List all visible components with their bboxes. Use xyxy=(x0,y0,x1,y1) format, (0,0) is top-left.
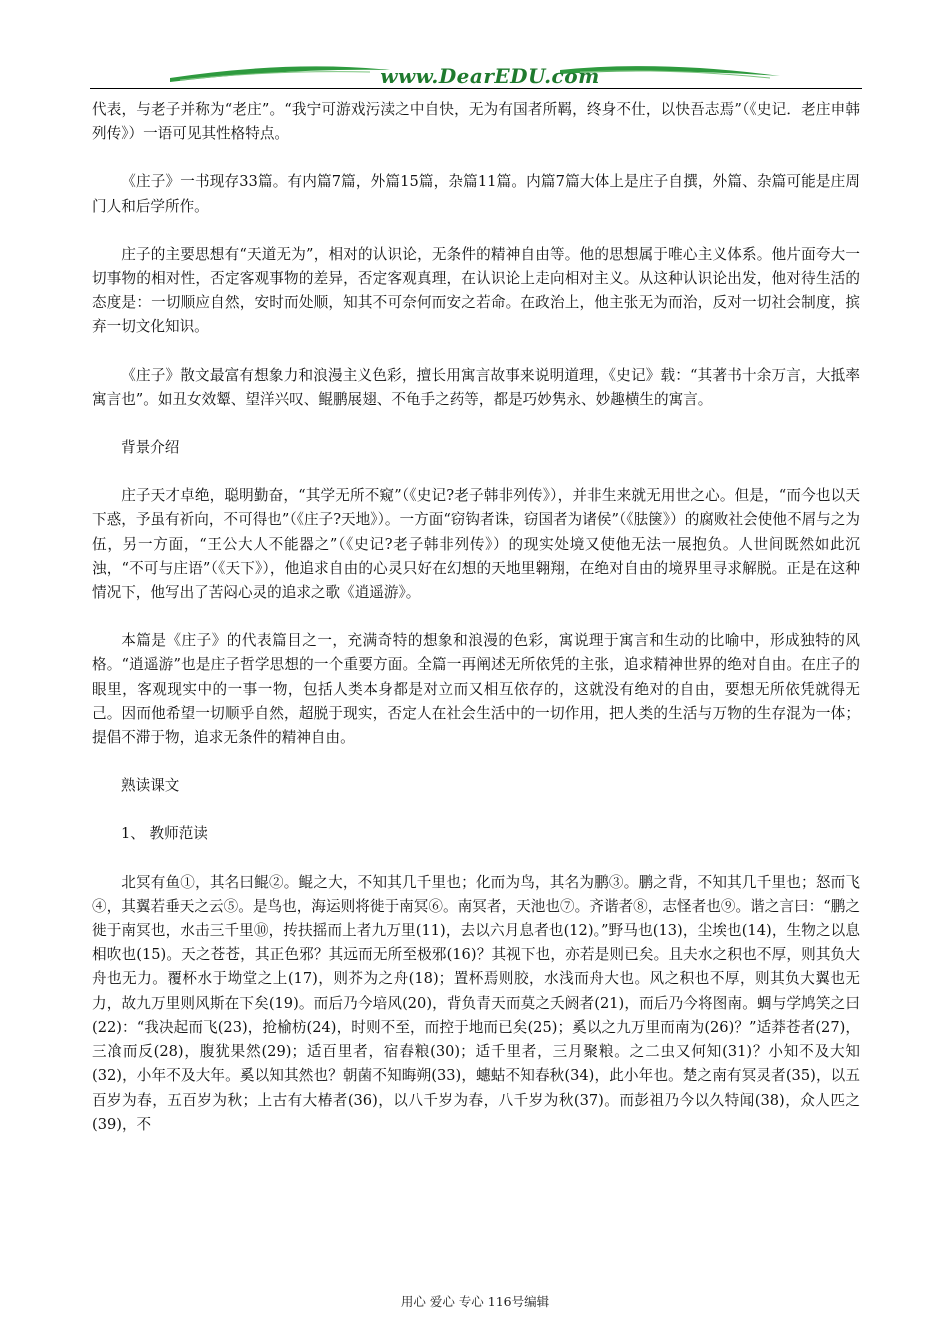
page-footer: 用心 爱心 专心 116号编辑 xyxy=(400,1294,550,1309)
paragraph-book-structure: 《庄子》一书现存33篇。有内篇7篇，外篇15篇，杂篇11篇。内篇7篇大体上是庄子自撰，外篇、杂篇可能是庄周门人和后学所作。 xyxy=(92,173,860,215)
paragraph-background: 庄子天才卓绝，聪明勤奋，“其学无所不窥”（《史记?老子韩非列传》），并非生来就无用世之心。但是，“而今也以天下惑，予虽有祈向，不可得也”（《庄子?天地》）。一方面“窃钩者诛，窃国者为诸侯”（《胠箧》）的腐败社会使他不屑与之为伍，另一方面，“王公大人不能器之”（《史记?老子韩非列传》）的现实处境又使他无法一展抱负。人世间既然如此沉浊，“不可与庄语”（《天下》），他追求自由的心灵只好在幻想的天地里翱翔，在绝对自由的境界里寻求解脱。正是在这种情况下，他写出了苦闷心灵的追求之歌《逍遥游》。 xyxy=(92,487,860,602)
paragraph-zhuangzi-intro: 代表，与老子并称为“老庄”。“我宁可游戏污渎之中自快，无为有国者所羁，终身不仕，以快吾志焉”（《史记．老庄申韩列传》）一语可见其性格特点。 xyxy=(92,101,860,143)
header-divider xyxy=(90,88,862,89)
paragraph-main-thought: 庄子的主要思想有“天道无为”，相对的认识论，无条件的精神自由等。他的思想属于唯心主义体系。他片面夸大一切事物的相对性，否定客观事物的差异，否定客观真理，在认识论上走向相对主义。从这种认识论出发，他对待生活的态度是：一切顺应自然，安时而处顺，知其不可奈何而安之若命。在政治上，他主张无为而治，反对一切社会制度，摈弃一切文化知识。 xyxy=(92,245,860,336)
paragraph-xiaoyaoyou-text: 北冥有鱼①，其名曰鲲②。鲲之大，不知其几千里也；化而为鸟，其名为鹏③。鹏之背，不知其几千里也；怒而飞④，其翼若垂天之云⑤。是鸟也，海运则将徙于南冥⑥。南冥者，天池也⑦。齐谐者⑧，志怪者也⑨。谐之言曰：“鹏之徙于南冥也，水击三千里⑩，抟扶摇而上者九万里(11)，去以六月息者也(12)。”野马也(13)，尘埃也(14)，生物之以息相吹也(15)。天之苍苍，其正色邪？其远而无所至极邪(16)？其视下也，亦若是则已矣。且夫水之积也不厚，则其负大舟也无力。覆杯水于坳堂之上(17)，则芥为之舟(18)；置杯焉则胶，水浅而舟大也。风之积也不厚，则其负大翼也无力，故九万里则风斯在下矣(19)。而后乃今培风(20)，背负青天而莫之夭阏者(21)，而后乃今将图南。蜩与学鸠笑之曰(22)：“我决起而飞(23)，抢榆枋(24)，时则不至，而控于地而已矣(25)；奚以之九万里而南为(26)？”适莽苍者(27)，三飡而反(28)，腹犹果然(29)；适百里者，宿舂粮(30)；适千里者，三月聚粮。之二虫又何知(31)？小知不及大知(32)，小年不及大年。奚以知其然也？朝菌不知晦朔(33)，蟪蛄不知春秋(34)，此小年也。楚之南有冥灵者(35)，以五百岁为春，五百岁为秋；上古有大椿者(36)，以八千岁为春，八千岁为秋(37)。而彭祖乃今以久特闻(38)，众人匹之(39)，不 xyxy=(92,873,860,1133)
section-heading-reading: 熟读课文 xyxy=(121,777,180,795)
section-heading-background: 背景介绍 xyxy=(121,439,180,457)
subheading-teacher-reading: 1、 教师范读 xyxy=(121,825,208,843)
paragraph-article-summary: 本篇是《庄子》的代表篇目之一，充满奇特的想象和浪漫的色彩，寓说理于寓言和生动的比喻中，形成独特的风格。“逍遥游”也是庄子哲学思想的一个重要方面。全篇一再阐述无所依凭的主张，追求精神世界的绝对自由。在庄子的眼里，客观现实中的一事一物，包括人类本身都是对立而又相互依存的，这就没有绝对的自由，要想无所依凭就得无己。因而他希望一切顺乎自然，超脱于现实，否定人在社会生活中的一切作用，把人类的生活与万物的生存混为一体；提倡不滞于物，追求无条件的精神自由。 xyxy=(92,632,860,747)
document-body xyxy=(92,98,860,1137)
site-header-logo xyxy=(90,56,862,96)
site-logo-text[interactable]: www.DearEDU.com xyxy=(380,64,600,88)
paragraph-prose-style: 《庄子》散文最富有想象力和浪漫主义色彩，擅长用寓言故事来说明道理，《史记》载：“其著书十余万言，大抵率寓言也”。如丑女效颦、望洋兴叹、鲲鹏展翅、不龟手之药等，都是巧妙隽永、妙趣横生的寓言。 xyxy=(92,366,860,408)
